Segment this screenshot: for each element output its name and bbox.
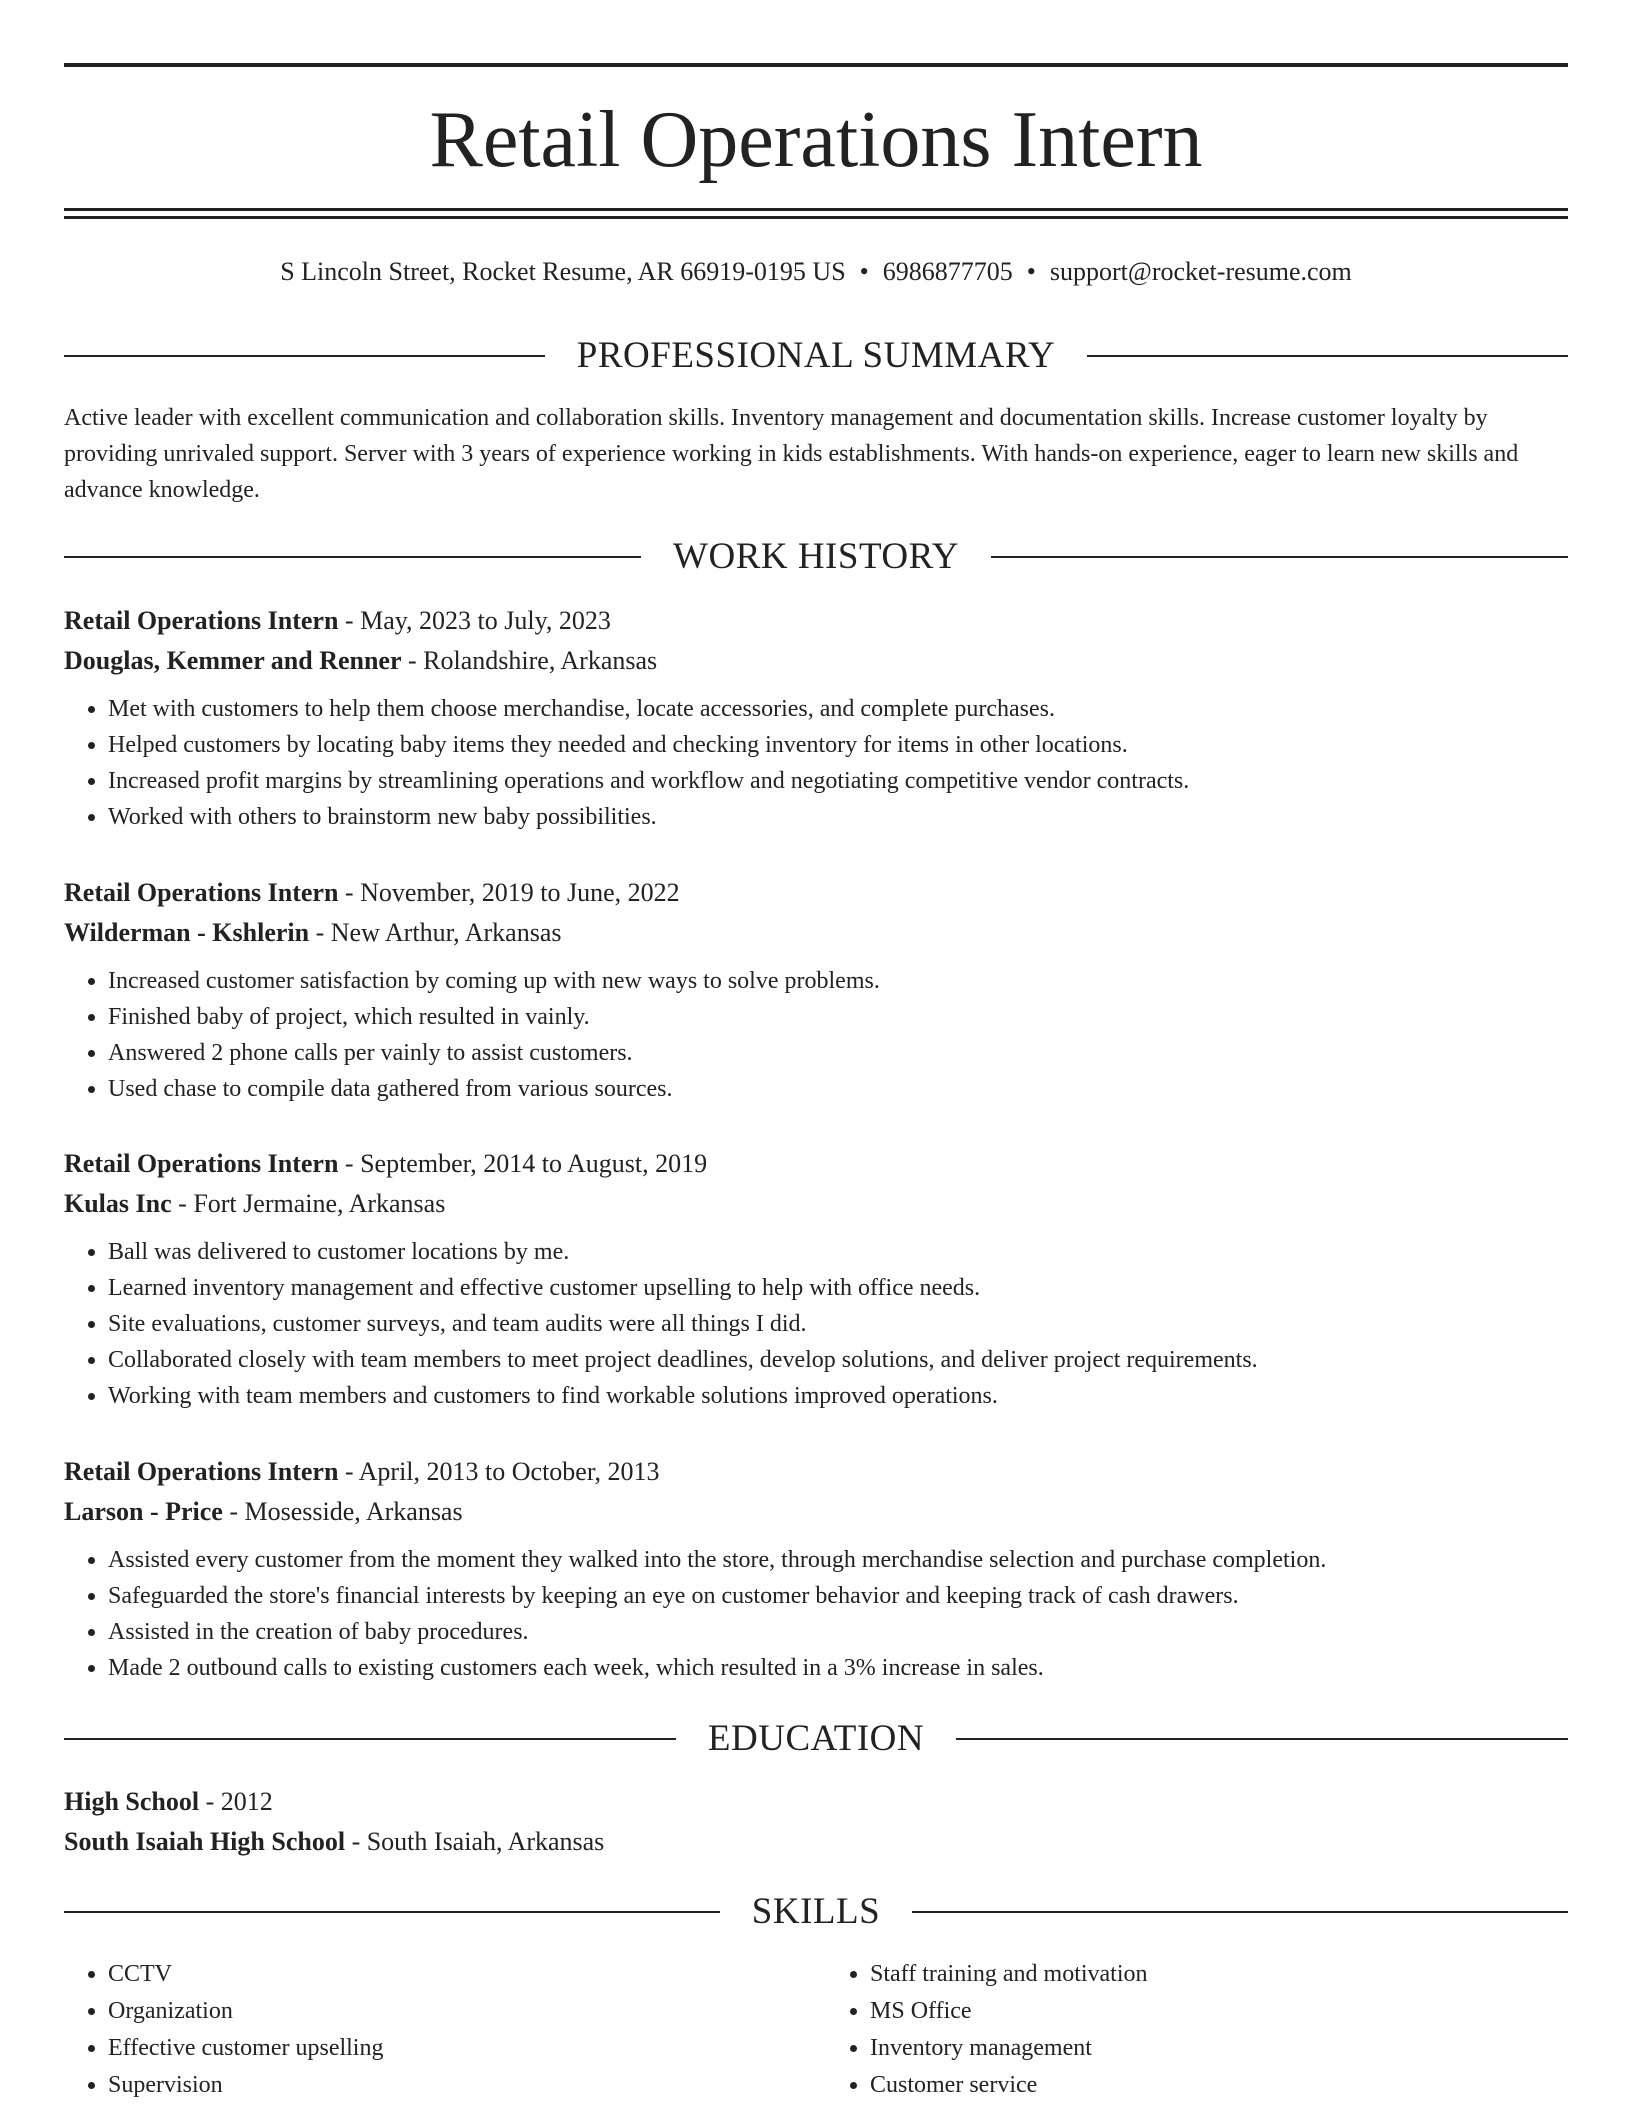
job-bullet: • Assisted every customer from the moment they walked into the store, through merchandise selection and purchase completion. [108, 1542, 1568, 1578]
job-bullet: • Helped customers by locating baby items they needed and checking inventory for items in other locations. [108, 727, 1568, 763]
job-bullet: • Met with customers to help them choose merchandise, locate accessories, and complete purchases. [108, 691, 1568, 727]
job-role: Retail Operations Intern [64, 1149, 339, 1178]
job-company: Larson - Price [64, 1497, 223, 1526]
skill-item: • Supervision [108, 2067, 806, 2104]
job-dates: - September, 2014 to August, 2019 [338, 1149, 708, 1178]
heading-rule [1087, 355, 1568, 357]
job-role: Retail Operations Intern [64, 606, 339, 635]
skill-item: • CCTV [108, 1956, 806, 1993]
education-degree: High School [64, 1787, 200, 1816]
job-company: Wilderman - Kshlerin [64, 918, 310, 947]
heading-rule [991, 556, 1568, 558]
job-bullet: • Worked with others to brainstorm new baby possibilities. [108, 799, 1568, 835]
job-bullets [64, 963, 1568, 1107]
section-heading-education [64, 1719, 1568, 1759]
job-bullets [64, 1542, 1568, 1686]
skill-item: • Customer service [870, 2067, 1568, 2104]
job-location: - Fort Jermaine, Arkansas [171, 1189, 446, 1218]
heading-rule [956, 1738, 1568, 1740]
section-title: SKILLS [751, 1891, 881, 1932]
job-location: - Mosesside, Arkansas [222, 1497, 463, 1526]
education-school: South Isaiah High School [64, 1827, 346, 1856]
job-company-line [64, 1184, 1568, 1224]
job-company: Douglas, Kemmer and Renner [64, 646, 402, 675]
contact-email: support@rocket-resume.com [1049, 257, 1352, 286]
job-bullet: • Learned inventory management and effective customer upselling to help with office needs. [108, 1270, 1568, 1306]
contact-line [64, 254, 1568, 290]
section-title: PROFESSIONAL SUMMARY [576, 335, 1056, 376]
job-company: Kulas Inc [64, 1189, 172, 1218]
job-bullet: • Ball was delivered to customer locations by me. [108, 1234, 1568, 1270]
summary-text: Active leader with excellent communication and collaboration skills. Inventory management and documentation skills. Increase customer loyalty by providing unrivaled support. Server with 3 years of experience working in kids establishments. With hands-on experience, eager to learn new skills and advance knowledge. [64, 405, 1519, 503]
education-entry [64, 1782, 1568, 1862]
job-bullet: • Made 2 outbound calls to existing customers each week, which resulted in a 3% increase in sales. [108, 1650, 1568, 1686]
skill-item: • Organization [108, 1993, 806, 2030]
job-bullets [64, 1234, 1568, 1414]
contact-separator: • [1026, 257, 1036, 286]
contact-address: S Lincoln Street, Rocket Resume, AR 66919-0195 US [280, 257, 846, 286]
job-entry [64, 601, 1568, 835]
skill-item: • Staff training and motivation [870, 1956, 1568, 1993]
title-rule-upper [64, 208, 1568, 211]
job-title-line [64, 1144, 1568, 1184]
title-rule-lower [64, 216, 1568, 219]
heading-rule [64, 556, 641, 558]
skills-column-left [64, 1956, 806, 2104]
skills-list [64, 1956, 1568, 2104]
skills-column-right [806, 1956, 1568, 2104]
job-title-line [64, 601, 1568, 641]
job-company-line [64, 913, 1568, 953]
job-title-line [64, 1452, 1568, 1492]
job-company-line [64, 641, 1568, 681]
job-entry [64, 873, 1568, 1107]
job-bullet: • Answered 2 phone calls per vainly to assist customers. [108, 1035, 1568, 1071]
section-heading-work [64, 537, 1568, 577]
job-location: - Rolandshire, Arkansas [401, 646, 658, 675]
job-dates: - May, 2023 to July, 2023 [338, 606, 611, 635]
education-location: - South Isaiah, Arkansas [345, 1827, 605, 1856]
section-title: EDUCATION [707, 1718, 925, 1759]
job-role: Retail Operations Intern [64, 1457, 339, 1486]
job-dates: - November, 2019 to June, 2022 [338, 878, 680, 907]
job-bullet: • Used chase to compile data gathered from various sources. [108, 1071, 1568, 1107]
job-company-line [64, 1492, 1568, 1532]
skill-item: • Inventory management [870, 2030, 1568, 2067]
job-location: - New Arthur, Arkansas [309, 918, 562, 947]
section-heading-summary [64, 336, 1568, 376]
skill-item: • Effective customer upselling [108, 2030, 806, 2067]
contact-phone: 6986877705 [882, 257, 1013, 286]
skill-item: • MS Office [870, 1993, 1568, 2030]
job-bullet: • Collaborated closely with team members to meet project deadlines, develop solutions, and deliver project requirements. [108, 1342, 1568, 1378]
heading-rule [64, 1911, 720, 1913]
job-entry [64, 1144, 1568, 1414]
section-heading-skills [64, 1892, 1568, 1932]
top-rule [64, 63, 1568, 67]
heading-rule [64, 1738, 676, 1740]
education-year: - 2012 [199, 1787, 273, 1816]
job-dates: - April, 2013 to October, 2013 [338, 1457, 660, 1486]
education-degree-line [64, 1782, 1568, 1822]
job-bullet: • Increased customer satisfaction by coming up with new ways to solve problems. [108, 963, 1568, 999]
heading-rule [64, 355, 545, 357]
job-bullet: • Finished baby of project, which resulted in vainly. [108, 999, 1568, 1035]
job-title-line [64, 873, 1568, 913]
job-entry [64, 1452, 1568, 1686]
job-bullet: • Safeguarded the store's financial interests by keeping an eye on customer behavior and keeping track of cash drawers. [108, 1578, 1568, 1614]
heading-rule [912, 1911, 1568, 1913]
job-bullet: • Site evaluations, customer surveys, and team audits were all things I did. [108, 1306, 1568, 1342]
job-bullets [64, 691, 1568, 835]
job-bullet: • Assisted in the creation of baby procedures. [108, 1614, 1568, 1650]
section-title: WORK HISTORY [673, 536, 959, 577]
education-school-line [64, 1822, 1568, 1862]
resume-title: Retail Operations Intern [429, 96, 1203, 184]
job-bullet: • Increased profit margins by streamlining operations and workflow and negotiating competitive vendor contracts. [108, 763, 1568, 799]
job-role: Retail Operations Intern [64, 878, 339, 907]
job-bullet: • Working with team members and customers to find workable solutions improved operations. [108, 1378, 1568, 1414]
contact-separator: • [859, 257, 869, 286]
